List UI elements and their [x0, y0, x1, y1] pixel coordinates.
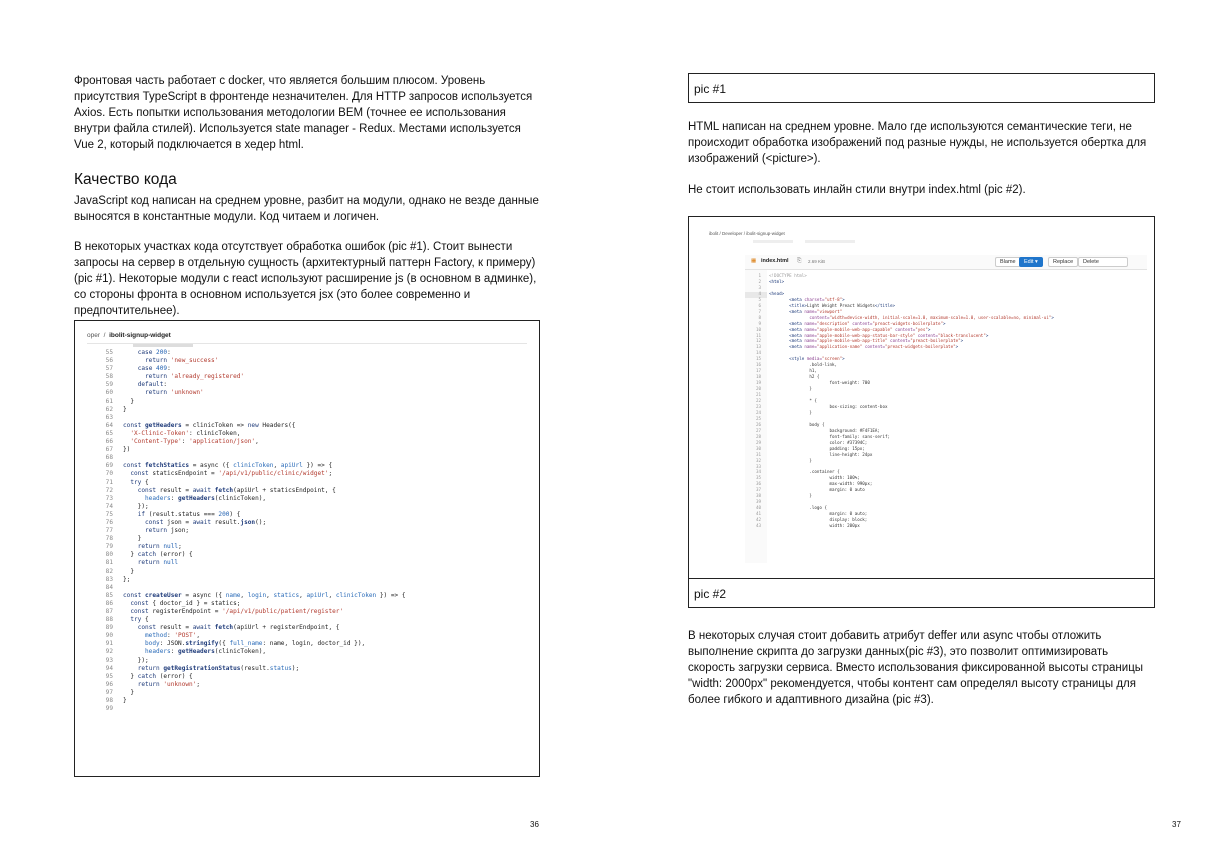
- code-line: [93, 689, 406, 697]
- code-line: [93, 503, 406, 511]
- line-number: 66: [105, 438, 113, 446]
- file-icon: ▦: [751, 258, 757, 264]
- code-text: return 'new_success': [145, 357, 219, 365]
- line-number: 35: [755, 475, 761, 481]
- code-text: const staticsEndpoint = '/api/v1/public/clinic/widget';: [130, 470, 333, 478]
- line-number: 24: [755, 409, 761, 415]
- code-text: method: 'POST',: [145, 632, 201, 640]
- code-text: }: [769, 386, 812, 392]
- code-text: }: [769, 457, 812, 463]
- code-text: case 200:: [137, 349, 171, 356]
- intro-paragraph: Фронтовая часть работает с docker, что является большим плюсом. Уровень присутствия TypeScript в фронтенде незначителен. Для HTTP запросов используется Axios. Есть попытки использования методологии BEM (точнее ее использования внутри файла стилей). Используется state manager - Redux. Местами используется Vue 2, который подключается в хедер html.: [74, 75, 533, 151]
- line-number: 81: [105, 559, 113, 567]
- line-number: 64: [105, 421, 113, 429]
- copy-icon[interactable]: ⎘: [797, 258, 802, 264]
- line-number: 15: [755, 356, 761, 362]
- line-number: 98: [105, 697, 113, 705]
- file-size: 2.69 KiB: [808, 259, 826, 264]
- code-line: [93, 592, 406, 600]
- line-number: 43: [755, 523, 761, 529]
- code-text: headers: getHeaders(clinicToken),: [145, 648, 267, 656]
- line-number: 41: [755, 511, 761, 517]
- code-text: content="width=device-width, initial-scale=1.0, maximum-scale=1.0, user-scalable=no, minimal-ui">: [809, 314, 1054, 320]
- code-text: } catch (error) {: [123, 551, 193, 559]
- code-line: [93, 535, 406, 543]
- code-text: max-width: 990px;: [769, 481, 873, 487]
- code-line: [93, 349, 406, 357]
- line-number: 70: [105, 470, 113, 478]
- line-number: 55: [105, 349, 113, 356]
- code-text: <head>: [769, 290, 785, 296]
- line-number: 88: [105, 616, 113, 624]
- code-text: .bold-link,: [769, 362, 838, 368]
- code-text: const result = await fetch(apiUrl + staticsEndpoint, {: [137, 486, 336, 494]
- pic2-screenshot: [688, 216, 1155, 608]
- line-number: 90: [105, 632, 113, 640]
- code-line: [93, 673, 406, 681]
- code-text: padding: 15px;: [769, 445, 865, 451]
- pic1-caption-box: [688, 73, 1155, 103]
- line-number: 10: [755, 326, 761, 332]
- line-number: 38: [755, 493, 761, 499]
- code-text: return getRegistrationStatus(result.status);: [137, 664, 300, 672]
- code-text: margin: 0 auto: [769, 487, 865, 493]
- code-text: return 'unknown';: [137, 680, 201, 688]
- code-line: [93, 543, 406, 551]
- code-text: try {: [130, 478, 149, 486]
- line-number: 69: [105, 462, 113, 470]
- code-line: [93, 640, 406, 648]
- code-text: const { doctor_id } = statics;: [130, 599, 241, 607]
- section-heading: Качество кода: [74, 171, 177, 188]
- page-number: 37: [1172, 820, 1181, 829]
- line-number: 20: [755, 386, 761, 392]
- code-text: <meta charset="utf-8">: [789, 296, 845, 302]
- line-number: 62: [105, 405, 113, 413]
- line-number: 27: [755, 427, 761, 433]
- code-line: [93, 495, 406, 503]
- code-text: h2 {: [769, 374, 820, 380]
- code-line: [93, 479, 406, 487]
- code-text: color: #37394C;: [769, 439, 868, 445]
- code-text: }: [123, 688, 135, 696]
- line-number: 65: [105, 429, 113, 437]
- line-number: 99: [105, 705, 113, 713]
- breadcrumb: [87, 332, 171, 339]
- code-listing: [93, 349, 406, 713]
- line-number: 31: [755, 451, 761, 457]
- code-text: if (result.status === 200) {: [137, 510, 241, 518]
- replace-button[interactable]: Replace: [1048, 257, 1078, 267]
- code-text: case 409:: [137, 365, 171, 373]
- line-number: 83: [105, 575, 113, 583]
- pic1-code-screenshot: [74, 320, 540, 777]
- line-number: 93: [105, 656, 113, 664]
- delete-button[interactable]: Delete: [1078, 257, 1128, 267]
- line-number: 30: [755, 445, 761, 451]
- file-name[interactable]: index.html: [761, 258, 789, 264]
- line-number: 26: [755, 421, 761, 427]
- code-text: .logo {: [769, 505, 827, 511]
- code-line: [93, 357, 406, 365]
- line-number: 61: [105, 397, 113, 405]
- line-number: 32: [755, 457, 761, 463]
- line-number: 96: [105, 680, 113, 688]
- breadcrumb-separator: /: [103, 332, 106, 339]
- code-text: <meta name="application-name" content="preact-widgets-boilerplate">: [789, 344, 959, 350]
- line-number: 8: [758, 314, 761, 320]
- pic2-caption: pic #2: [694, 587, 727, 601]
- line-number: 77: [105, 527, 113, 535]
- pic2-caption-box: [688, 578, 1155, 608]
- breadcrumb: ibolit / Developer / ibolit-signup-widget: [709, 231, 785, 236]
- line-number: 97: [105, 688, 113, 696]
- code-text: h1,: [769, 368, 817, 374]
- code-text: <meta name="viewport": [789, 308, 843, 314]
- line-number: 2: [758, 278, 761, 284]
- code-text: return 'already_registered': [145, 373, 245, 381]
- code-line: [93, 608, 406, 616]
- code-text: }: [123, 405, 127, 413]
- code-text: const json = await result.json();: [145, 518, 267, 526]
- code-line: [93, 519, 406, 527]
- code-text: 'Content-Type': 'application/json',: [130, 438, 259, 446]
- code-line: [93, 657, 406, 665]
- line-number: 17: [755, 368, 761, 374]
- line-number: 78: [105, 535, 113, 543]
- async-paragraph: В некоторых случая стоит добавить атрибут deffer или async чтобы отложить выполнение скрипта до загрузки данных(pic #3), это позволит оптимизировать скорость загрузки сервиса. Вместо использования фиксированной высоты страницы "width: 2000px" рекомендуется, чтобы контент сам определял высоту страницы для более гибкого и адаптивного дизайна (pic #3).: [688, 630, 1144, 706]
- line-number: 73: [105, 494, 113, 502]
- line-number: 7: [758, 308, 761, 314]
- line-number: 94: [105, 664, 113, 672]
- line-number: 22: [755, 398, 761, 404]
- code-line: [93, 648, 406, 656]
- code-text: const createUser = async ({ name, login, statics, apiUrl, clinicToken }) => {: [123, 591, 406, 599]
- line-number: 13: [755, 344, 761, 350]
- line-number: 25: [755, 415, 761, 421]
- code-line: [93, 487, 406, 495]
- line-number: 36: [755, 481, 761, 487]
- code-line: [93, 389, 406, 397]
- code-line: [93, 559, 406, 567]
- code-text: }): [123, 446, 131, 454]
- line-number: 79: [105, 543, 113, 551]
- code-line: [93, 551, 406, 559]
- code-text: <html>: [769, 278, 785, 284]
- code-text: }: [123, 535, 142, 543]
- code-text: });: [123, 656, 149, 664]
- line-number: 9: [758, 320, 761, 326]
- line-number: 68: [105, 454, 113, 462]
- code-line: [93, 430, 406, 438]
- line-number: 39: [755, 499, 761, 505]
- line-number: 92: [105, 648, 113, 656]
- line-number: 80: [105, 551, 113, 559]
- line-number: 21: [755, 392, 761, 398]
- line-number: 74: [105, 502, 113, 510]
- code-line: [93, 624, 406, 632]
- line-number: 59: [105, 381, 113, 389]
- line-number: 60: [105, 389, 113, 397]
- line-number: 84: [105, 583, 113, 591]
- code-text: <title>Light Weight Preact Widgets</title>: [789, 302, 896, 308]
- line-number: 34: [755, 469, 761, 475]
- breadcrumb-item-current[interactable]: ibolit-signup-widget: [109, 332, 171, 339]
- code-line: [93, 576, 406, 584]
- line-number: 57: [105, 365, 113, 373]
- line-number: 63: [105, 413, 113, 421]
- line-number: 71: [105, 478, 113, 486]
- code-line: [93, 568, 406, 576]
- line-number: 86: [105, 599, 113, 607]
- line-number: 42: [755, 517, 761, 523]
- code-line: [93, 616, 406, 624]
- code-text: const getHeaders = clinicToken => new Headers({: [123, 421, 296, 429]
- code-quality-paragraph: JavaScript код написан на среднем уровне, разбит на модули, однако не везде данные выносятся в константные модули. Код читаем и логичен.: [74, 195, 539, 223]
- code-line: [93, 470, 406, 478]
- code-text: const fetchStatics = async ({ clinicToken, apiUrl }) => {: [123, 462, 333, 470]
- code-text: <!DOCTYPE html>: [769, 273, 807, 278]
- code-line: [93, 697, 406, 705]
- code-text: <style media="screen">: [789, 356, 845, 362]
- code-text: const result = await fetch(apiUrl + registerEndpoint, {: [137, 624, 340, 632]
- line-number: 3: [758, 284, 761, 290]
- code-text: width: 200px: [769, 523, 860, 529]
- code-text: try {: [130, 616, 149, 624]
- code-text: body: JSON.stringify({ full_name: name, login, doctor_id }),: [145, 640, 366, 648]
- code-text: <meta name="apple-mobile-web-app-status-bar-style" content="black-translucent">: [789, 332, 989, 338]
- code-line: [93, 527, 406, 535]
- code-text: return null;: [137, 543, 182, 551]
- error-handling-paragraph: В некоторых участках кода отсутствует обработка ошибок (pic #1). Стоит вынести запросы на сервер в отдельную сущность (архитектурный паттерн Factory, к примеру) (pic #1). Некоторые модули с react используют расширение js (в основном в админке), со стороны фронта в основном используется jsx (это более современно и предпочтительнее).: [74, 241, 537, 317]
- line-number: 4: [758, 290, 761, 296]
- line-number: 56: [105, 357, 113, 365]
- code-text: }: [769, 409, 812, 415]
- file-header: [745, 255, 1147, 270]
- line-number: 5: [758, 296, 761, 302]
- page-number: 36: [530, 820, 539, 829]
- line-number: 16: [755, 362, 761, 368]
- pic1-caption: pic #1: [694, 82, 727, 96]
- code-line: [93, 511, 406, 519]
- line-number: 33: [755, 463, 761, 469]
- code-text: <meta name="apple-mobile-web-app-title" content="preact-boilerplate">: [789, 338, 964, 344]
- edit-button[interactable]: Edit ▾: [1019, 257, 1043, 267]
- code-text: const registerEndpoint = '/api/v1/public/patient/register': [130, 608, 344, 615]
- code-line: [93, 705, 406, 713]
- line-number: 72: [105, 486, 113, 494]
- code-line: [93, 681, 406, 689]
- code-text: };: [123, 575, 131, 583]
- code-text: <meta name="description" content="preact-widgets-boilerplate">: [789, 320, 946, 326]
- code-line: [93, 422, 406, 430]
- line-number: 89: [105, 624, 113, 632]
- code-line: [93, 462, 406, 470]
- line-number: 6: [758, 302, 761, 308]
- code-line: [93, 381, 406, 389]
- code-line: [93, 446, 406, 454]
- blame-button[interactable]: Blame: [995, 257, 1021, 267]
- code-text: .container {: [769, 469, 840, 475]
- code-listing: [745, 273, 1054, 529]
- code-text: }: [769, 493, 812, 499]
- line-number: 87: [105, 608, 113, 615]
- line-number: 19: [755, 380, 761, 386]
- html-paragraph: HTML написан на среднем уровне. Мало где используются семантические теги, не происходит обработка изображений под разные нужды, не используется обертка для изображений (<picture>).: [688, 121, 1147, 165]
- code-cut-line: [753, 239, 1147, 244]
- code-text: margin: 0 auto;: [769, 511, 868, 517]
- code-text: width: 100%;: [769, 475, 860, 481]
- code-text: display: block;: [769, 517, 868, 523]
- code-text: * {: [769, 398, 817, 404]
- code-text: box-sizing: content-box: [769, 403, 888, 409]
- code-text: });: [123, 502, 149, 510]
- line-number: 18: [755, 374, 761, 380]
- code-line: [93, 373, 406, 381]
- line-number: 82: [105, 567, 113, 575]
- line-number: 12: [755, 338, 761, 344]
- code-text: background: #F4F1EA;: [769, 427, 880, 433]
- line-number: 58: [105, 373, 113, 381]
- breadcrumb-item[interactable]: oper: [87, 332, 101, 339]
- line-number: 75: [105, 510, 113, 518]
- code-line: [93, 398, 406, 406]
- line-number: 95: [105, 672, 113, 680]
- code-cut-line: [93, 343, 513, 348]
- line-number: 85: [105, 591, 113, 599]
- line-number: 11: [755, 332, 761, 338]
- inline-styles-paragraph: Не стоит использовать инлайн стили внутри index.html (pic #2).: [688, 184, 1026, 196]
- line-number: 1: [758, 273, 761, 278]
- code-line: [93, 438, 406, 446]
- code-text: default:: [137, 381, 168, 389]
- code-text: return null: [137, 559, 179, 567]
- code-text: headers: getHeaders(clinicToken),: [145, 494, 267, 502]
- right-page: [614, 0, 1228, 868]
- code-text: return 'unknown': [145, 389, 204, 397]
- code-text: 'X-Clinic-Token': clinicToken,: [130, 429, 241, 437]
- line-number: 28: [755, 433, 761, 439]
- code-text: }: [123, 697, 127, 705]
- code-text: line-height: 24px: [769, 451, 873, 457]
- code-text: }: [123, 397, 135, 405]
- code-line: [745, 523, 1054, 529]
- code-text: }: [123, 567, 135, 575]
- code-text: body {: [769, 421, 825, 427]
- line-number: 76: [105, 518, 113, 526]
- code-text: font-family: sans-serif;: [769, 433, 891, 439]
- line-number: 29: [755, 439, 761, 445]
- line-number: 23: [755, 403, 761, 409]
- code-line: [93, 665, 406, 673]
- code-line: [93, 365, 406, 373]
- code-text: return json;: [145, 527, 190, 535]
- line-number: 91: [105, 640, 113, 648]
- code-line: [93, 414, 406, 422]
- code-viewport: [745, 270, 1147, 563]
- code-line: [93, 584, 406, 592]
- code-text: font-weight: 700: [769, 380, 870, 386]
- line-number: 67: [105, 446, 113, 454]
- code-line: [93, 600, 406, 608]
- code-line: [93, 406, 406, 414]
- line-number: 40: [755, 505, 761, 511]
- line-number: 14: [755, 350, 761, 356]
- code-text: } catch (error) {: [123, 672, 193, 680]
- line-number: 37: [755, 487, 761, 493]
- code-text: <meta name="apple-mobile-web-app-capable" content="yes">: [789, 326, 931, 332]
